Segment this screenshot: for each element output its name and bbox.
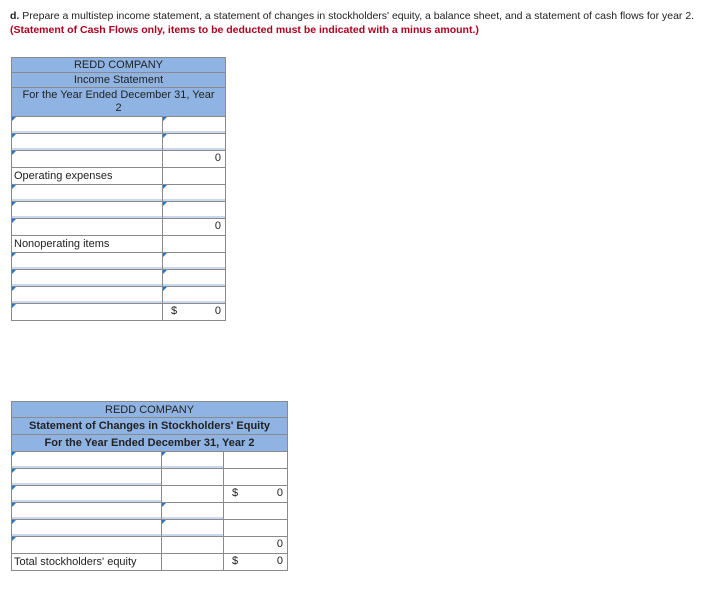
- opex-line-2-amount-input[interactable]: [163, 202, 226, 219]
- equity-line-1-empty: [224, 452, 288, 469]
- equity-line-4-empty: [224, 503, 288, 520]
- equity-subtotal: $ 0: [224, 486, 288, 503]
- income-subtotal-2: 0: [163, 219, 226, 236]
- equity-company-name: REDD COMPANY: [12, 402, 288, 418]
- total-equity-empty: [162, 554, 224, 571]
- equity-line-2-label-input[interactable]: [12, 469, 162, 486]
- nonop-line-2-amount-input[interactable]: [163, 270, 226, 287]
- equity-line-5-empty: [224, 520, 288, 537]
- income-line-2-amount-input[interactable]: [163, 134, 226, 151]
- income-company-name: REDD COMPANY: [12, 58, 226, 73]
- nonoperating-empty: [163, 236, 226, 253]
- equity-line-1-amount-input[interactable]: [162, 452, 224, 469]
- equity-period: For the Year Ended December 31, Year 2: [12, 435, 288, 452]
- nonop-line-2-label-input[interactable]: [12, 270, 163, 287]
- instruction-body: Prepare a multistep income statement, a statement of changes in stockholders' equity, a balance sheet, and a statement of cash flows for year 2.: [19, 10, 695, 22]
- instruction-text: [10, 9, 700, 37]
- income-subtotal-1: 0: [163, 151, 226, 168]
- income-line-1-amount-input[interactable]: [163, 117, 226, 134]
- equity-line-4-amount-input[interactable]: [162, 503, 224, 520]
- opex-line-1-label-input[interactable]: [12, 185, 163, 202]
- net-income-label-input[interactable]: [12, 304, 163, 321]
- income-line-1-label-input[interactable]: [12, 117, 163, 134]
- operating-expenses-empty: [163, 168, 226, 185]
- nonop-line-3-amount-input[interactable]: [163, 287, 226, 304]
- equity-line-4-label-input[interactable]: [12, 503, 162, 520]
- equity-line-6-empty: [162, 537, 224, 554]
- equity-line-6-label-input[interactable]: [12, 537, 162, 554]
- equity-line-5-label-input[interactable]: [12, 520, 162, 537]
- equity-line-5-amount-input[interactable]: [162, 520, 224, 537]
- nonop-line-3-label-input[interactable]: [12, 287, 163, 304]
- net-income-total: $ 0: [163, 304, 226, 321]
- equity-line-2-empty-b: [224, 469, 288, 486]
- equity-statement-title: Statement of Changes in Stockholders' Equity: [12, 418, 288, 435]
- equity-line-3-empty: [162, 486, 224, 503]
- opex-line-3-label-input[interactable]: [12, 219, 163, 236]
- nonop-line-1-label-input[interactable]: [12, 253, 163, 270]
- income-line-2-label-input[interactable]: [12, 134, 163, 151]
- nonoperating-items-label: Nonoperating items: [12, 236, 163, 253]
- nonop-line-1-amount-input[interactable]: [163, 253, 226, 270]
- income-line-3-label-input[interactable]: [12, 151, 163, 168]
- income-statement-title: Income Statement: [12, 73, 226, 88]
- total-equity-label: Total stockholders' equity: [12, 554, 162, 571]
- income-statement-table: [11, 57, 226, 321]
- equity-statement-table: [11, 401, 288, 571]
- operating-expenses-label: Operating expenses: [12, 168, 163, 185]
- equity-line-2-empty: [162, 469, 224, 486]
- equity-line-3-label-input[interactable]: [12, 486, 162, 503]
- total-equity-amount: $ 0: [224, 554, 288, 571]
- equity-line-1-label-input[interactable]: [12, 452, 162, 469]
- opex-line-1-amount-input[interactable]: [163, 185, 226, 202]
- income-period: For the Year Ended December 31, Year 2: [12, 88, 226, 117]
- retained-earnings-total: 0: [224, 537, 288, 554]
- instruction-lead: d.: [10, 10, 20, 22]
- instruction-emphasis: (Statement of Cash Flows only, items to be deducted must be indicated with a minus amount.): [10, 24, 479, 36]
- opex-line-2-label-input[interactable]: [12, 202, 163, 219]
